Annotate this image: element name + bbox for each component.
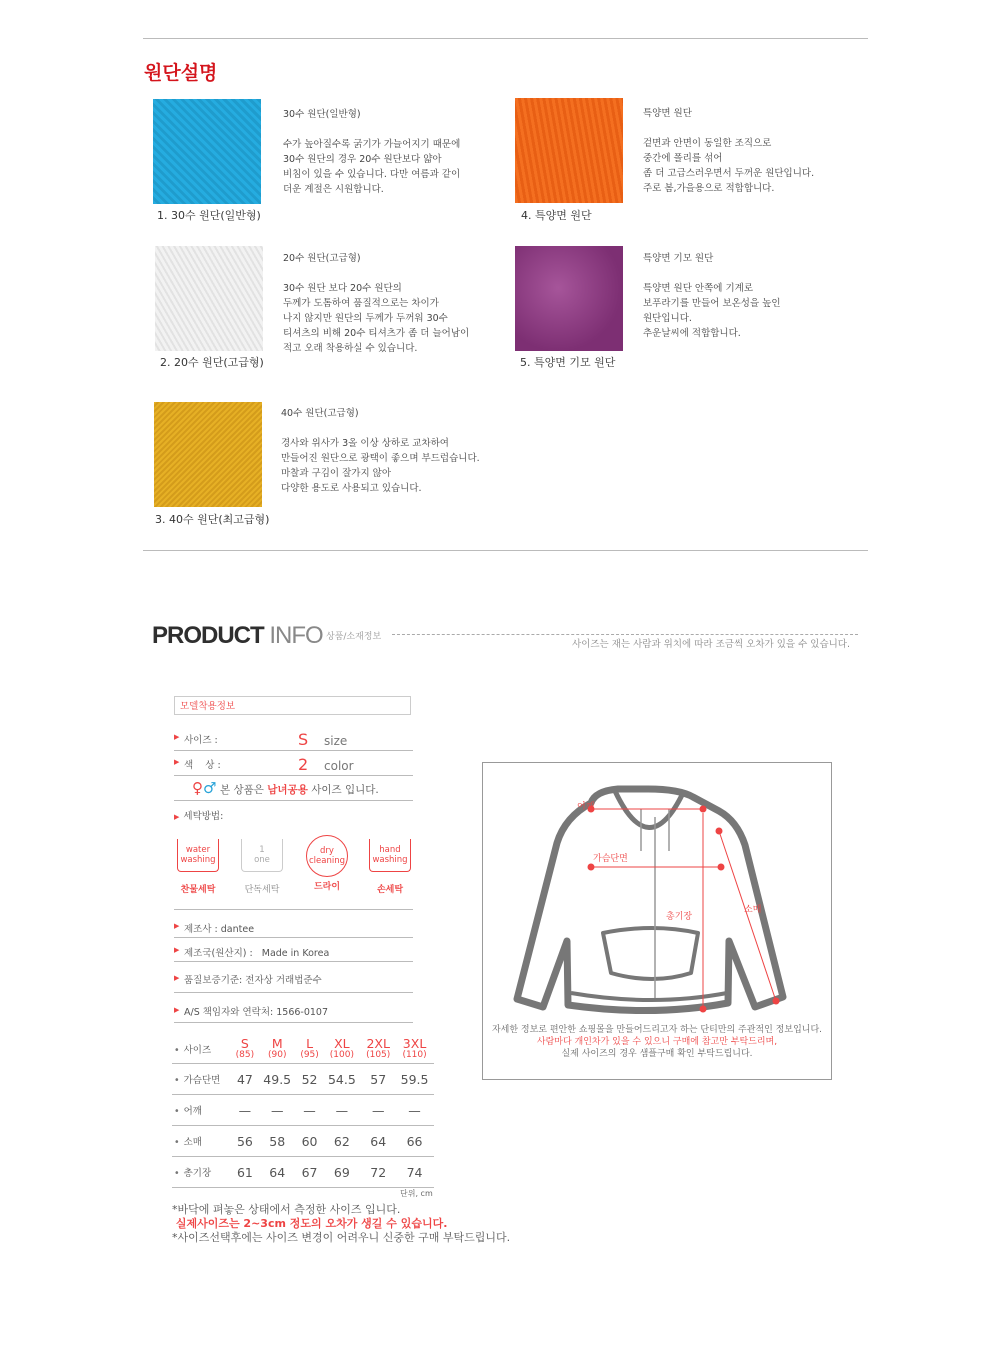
dot-icon: • xyxy=(174,1168,180,1179)
cell: 59.5 xyxy=(395,1064,434,1095)
cell: — xyxy=(232,1095,258,1126)
dashed-line xyxy=(392,634,858,635)
bullet-icon: ▶ xyxy=(174,922,180,930)
diagram-note: 자세한 정보로 편안한 쇼핑몰을 만들어드리고자 하는 단티만의 주관적인 정보입니다. xyxy=(491,1025,823,1035)
as-text: A/S 책임자와 연락처: 1566-0107 xyxy=(184,1007,329,1018)
size-col: L (95) xyxy=(297,1035,323,1064)
wash-label xyxy=(174,808,223,822)
fabric-desc-title: 특양면 원단 xyxy=(643,108,692,119)
wash-single-label: 단독세탁 xyxy=(244,885,280,895)
cell: 64 xyxy=(258,1157,297,1188)
size-table-header xyxy=(172,1035,434,1064)
fabric-section-title: 원단설명 xyxy=(144,62,218,84)
cell: 57 xyxy=(361,1064,395,1095)
fabric-desc-line: 마찰과 구김이 잘가지 않아 xyxy=(281,468,392,479)
fabric-caption: 4. 특양면 원단 xyxy=(521,209,592,222)
cell: — xyxy=(297,1095,323,1126)
size-header-label: • 사이즈 xyxy=(172,1035,232,1064)
cell: 58 xyxy=(258,1126,297,1157)
fabric-desc-title: 40수 원단(고급형) xyxy=(281,408,359,419)
dry-cleaning-icon: dry cleaning xyxy=(306,835,348,877)
fabric-description xyxy=(283,251,469,356)
cell: 72 xyxy=(361,1157,395,1188)
fabric-desc-line: 겉면과 안면이 동일한 조직으로 xyxy=(643,138,772,149)
table-row xyxy=(172,1126,434,1157)
cell: 74 xyxy=(395,1157,434,1188)
fabric-swatch-brushed xyxy=(515,246,623,351)
cell: — xyxy=(361,1095,395,1126)
wash-label-text: 세탁방법: xyxy=(183,811,224,822)
unisex-icon: ♀♂ xyxy=(192,779,217,797)
cell: 62 xyxy=(322,1126,361,1157)
footnote-red: 실제사이즈는 2~3cm 정도의 오차가 생길 수 있습니다. xyxy=(172,1217,448,1230)
dot-icon: • xyxy=(174,1075,180,1086)
fabric-desc-line: 비침이 있을 수 있습니다. 다만 여름과 같이 xyxy=(283,169,461,180)
fabric-desc-line: 원단입니다. xyxy=(643,313,692,324)
fabric-caption: 2. 20수 원단(고급형) xyxy=(160,356,264,369)
unisex-post: 사이즈 입니다. xyxy=(311,784,379,796)
fabric-desc-line: 좀 더 고급스러우면서 두꺼운 원단입니다. xyxy=(643,168,815,179)
fabric-description xyxy=(281,406,480,496)
color-label: 색 상 : xyxy=(184,760,221,771)
label-sleeve: 소매 xyxy=(744,905,762,915)
one-washing-icon: 1 one xyxy=(241,839,283,872)
wash-hand xyxy=(369,839,411,895)
fabric-swatch-20 xyxy=(155,246,263,351)
fabric-desc-line: 적고 오래 착용하실 수 있습니다. xyxy=(283,343,418,354)
quality-row xyxy=(174,962,413,993)
size-col: 2XL (105) xyxy=(361,1035,395,1064)
unisex-text xyxy=(220,782,379,797)
diagram-note-red: 사람마다 개인차가 있을 수 있으니 구매에 참고만 부탁드리며, xyxy=(536,1037,778,1047)
color-row xyxy=(174,751,413,776)
unisex-pre: 본 상품은 xyxy=(220,784,264,796)
footnote: *바닥에 펴놓은 상태에서 측정한 사이즈 입니다. xyxy=(172,1203,401,1216)
size-col: 3XL (110) xyxy=(395,1035,434,1064)
water-washing-icon: water washing xyxy=(177,839,219,872)
top-divider xyxy=(143,38,868,39)
fabric-desc-title: 20수 원단(고급형) xyxy=(283,253,361,264)
size-unit: size xyxy=(324,734,348,748)
row-label: • 어깨 xyxy=(172,1095,232,1126)
bullet-icon: ▶ xyxy=(174,974,180,982)
wash-single xyxy=(241,839,283,895)
unisex-row xyxy=(174,776,413,801)
size-col: XL (100) xyxy=(322,1035,361,1064)
diagram-note: 실제 사이즈의 경우 샘플구매 확인 부탁드립니다. xyxy=(561,1049,753,1059)
wash-water xyxy=(177,839,219,895)
fabric-desc-line: 만들어진 원단으로 광택이 좋으며 부드럽습니다. xyxy=(281,453,480,464)
cell: — xyxy=(322,1095,361,1126)
cell: 66 xyxy=(395,1126,434,1157)
maker-row xyxy=(174,913,413,938)
fabric-swatch-40 xyxy=(154,402,262,507)
fabric-description xyxy=(643,251,781,341)
row-label: • 총기장 xyxy=(172,1157,232,1188)
cell: — xyxy=(258,1095,297,1126)
dot-icon: • xyxy=(174,1137,180,1148)
fabric-caption: 1. 30수 원단(일반형) xyxy=(157,209,261,222)
label-shoulder: 어깨 xyxy=(577,802,595,812)
model-info-box: 모델착용정보 xyxy=(174,696,411,715)
fabric-caption: 3. 40수 원단(최고급형) xyxy=(155,513,270,526)
cell: 67 xyxy=(297,1157,323,1188)
fabric-desc-title: 특양면 기모 원단 xyxy=(643,253,714,264)
product-info-subtitle: 상품/소재정보 xyxy=(326,632,382,642)
wash-dry xyxy=(306,839,348,892)
table-row xyxy=(172,1095,434,1126)
info-divider xyxy=(174,909,413,910)
cell: 69 xyxy=(322,1157,361,1188)
label-length: 총기장 xyxy=(666,912,693,922)
origin-row xyxy=(174,937,413,962)
maker-text: 제조사 : dantee xyxy=(184,924,255,935)
size-col: S (85) xyxy=(232,1035,258,1064)
fabric-desc-line: 보푸라기를 만들어 보온성을 높인 xyxy=(643,298,781,309)
cell: 64 xyxy=(361,1126,395,1157)
wash-water-label: 찬물세탁 xyxy=(180,885,216,895)
dot-icon: • xyxy=(174,1106,180,1117)
wash-hand-label: 손세탁 xyxy=(376,885,404,895)
bullet-icon: ▶ xyxy=(174,946,180,954)
fabric-desc-line: 특양면 원단 안쪽에 기계로 xyxy=(643,283,754,294)
product-info-title xyxy=(152,622,323,650)
fabric-swatch-30 xyxy=(153,99,261,204)
hand-washing-icon: hand washing xyxy=(369,839,411,872)
fabric-desc-line: 추운날씨에 적합합니다. xyxy=(643,328,741,339)
table-row xyxy=(172,1157,434,1188)
table-row xyxy=(172,1064,434,1095)
wash-dry-label: 드라이 xyxy=(313,882,341,892)
size-value: S xyxy=(298,730,309,749)
fabric-desc-line: 더운 계절은 시원합니다. xyxy=(283,184,384,195)
fabric-desc-line: 다양한 용도로 사용되고 있습니다. xyxy=(281,483,422,494)
size-row xyxy=(174,726,413,751)
fabric-desc-line: 수가 높아질수록 굵기가 가늘어지기 때문에 xyxy=(283,139,461,150)
cell: 61 xyxy=(232,1157,258,1188)
fabric-desc-title: 30수 원단(일반형) xyxy=(283,109,361,120)
fabric-desc-line: 두께가 도톰하여 품질적으로는 차이가 xyxy=(283,298,439,309)
size-col: M (90) xyxy=(258,1035,297,1064)
fabric-desc-line: 30수 원단 보다 20수 원단의 xyxy=(283,283,402,294)
fabric-desc-line: 중간에 폴리를 섞어 xyxy=(643,153,723,164)
fabric-swatch-special xyxy=(515,98,623,203)
dot-icon: • xyxy=(174,1045,180,1056)
cell: 47 xyxy=(232,1064,258,1095)
unit-note: 단위, cm xyxy=(400,1189,433,1198)
section-divider xyxy=(143,550,868,551)
bullet-icon: ▶ xyxy=(174,813,180,821)
fabric-description xyxy=(643,106,814,196)
fabric-desc-line: 주로 봄,가을용으로 적합합니다. xyxy=(643,183,775,194)
bullet-icon: ▶ xyxy=(174,1006,180,1014)
cell: 54.5 xyxy=(322,1064,361,1095)
cell: 52 xyxy=(297,1064,323,1095)
size-table xyxy=(172,1035,434,1188)
bullet-icon: ▶ xyxy=(174,733,180,741)
label-chest: 가슴단면 xyxy=(593,854,628,864)
footnote: *사이즈선택후에는 사이즈 변경이 어려우니 신중한 구매 부탁드립니다. xyxy=(172,1231,511,1244)
measurement-diagram xyxy=(482,762,832,1080)
row-label: • 가슴단면 xyxy=(172,1064,232,1095)
size-note: 사이즈는 재는 사람과 위치에 따라 조금씩 오차가 있을 수 있습니다. xyxy=(572,639,850,650)
quality-text: 품질보증기준: 전자상 거래법준수 xyxy=(184,975,322,986)
unisex-em: 남녀공용 xyxy=(267,784,308,796)
color-unit: color xyxy=(324,759,354,773)
cell: — xyxy=(395,1095,434,1126)
product-info-title-light: INFO xyxy=(263,622,323,649)
fabric-desc-line: 경사와 위사가 3올 이상 상하로 교차하여 xyxy=(281,438,449,449)
fabric-caption: 5. 특양면 기모 원단 xyxy=(520,356,616,369)
as-row xyxy=(174,992,413,1023)
bullet-icon: ▶ xyxy=(174,758,180,766)
row-label: • 소매 xyxy=(172,1126,232,1157)
fabric-desc-line: 30수 원단의 경우 20수 원단보다 얇아 xyxy=(283,154,442,165)
cell: 60 xyxy=(297,1126,323,1157)
hoodie-illustration xyxy=(483,773,831,1023)
cell: 56 xyxy=(232,1126,258,1157)
size-label: 사이즈 : xyxy=(184,735,218,746)
fabric-desc-line: 나지 않지만 원단의 두께가 두꺼워 30수 xyxy=(283,313,448,324)
product-info-title-bold: PRODUCT xyxy=(152,622,264,649)
cell: 49.5 xyxy=(258,1064,297,1095)
fabric-description xyxy=(283,107,460,197)
fabric-desc-line: 티셔츠의 비해 20수 티셔츠가 좀 더 늘어남이 xyxy=(283,328,470,339)
color-value: 2 xyxy=(298,755,309,774)
origin-text: 제조국(원산지) : Made in Korea xyxy=(184,948,330,959)
